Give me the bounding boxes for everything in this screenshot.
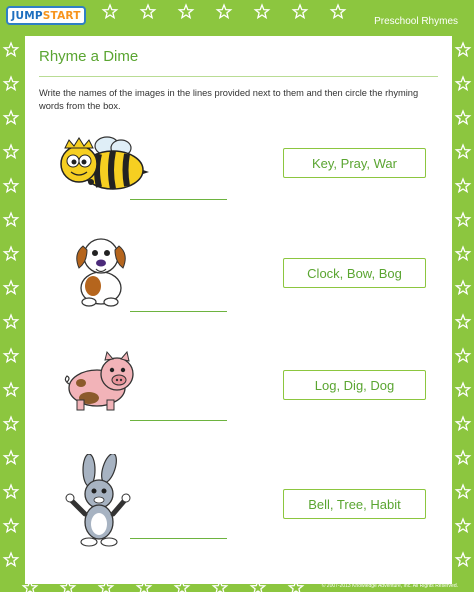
star-decoration [456, 349, 469, 362]
worksheet-sheet [25, 36, 452, 584]
star-decoration [331, 5, 344, 18]
word-box-4[interactable]: Bell, Tree, Habit [283, 489, 426, 519]
instructions-text: Write the names of the images in the lines provided next to them and then circle the rhyming words from the box. [39, 88, 419, 111]
star-decoration [4, 519, 17, 532]
star-decoration [456, 315, 469, 328]
star-decoration [4, 247, 17, 260]
star-decoration [456, 145, 469, 158]
star-decoration [4, 417, 17, 430]
category-label: Preschool Rhymes [374, 16, 458, 27]
star-decoration [456, 519, 469, 532]
title-divider [39, 76, 438, 77]
star-decoration [255, 5, 268, 18]
star-decoration [456, 179, 469, 192]
page-title: Rhyme a Dime [39, 48, 139, 65]
word-box-2[interactable]: Clock, Bow, Bog [283, 258, 426, 288]
star-decoration [103, 5, 116, 18]
star-decoration [456, 553, 469, 566]
star-decoration [456, 451, 469, 464]
star-decoration [4, 145, 17, 158]
logo-text-jump: JUMP [11, 9, 43, 22]
answer-line-1[interactable] [130, 199, 227, 200]
jumpstart-logo [6, 6, 86, 25]
star-decoration [4, 315, 17, 328]
star-decoration [456, 247, 469, 260]
star-decoration [456, 383, 469, 396]
star-decoration [456, 77, 469, 90]
star-decoration [4, 281, 17, 294]
word-box-1[interactable]: Key, Pray, War [283, 148, 426, 178]
star-decoration [456, 417, 469, 430]
star-decoration [456, 111, 469, 124]
star-decoration [4, 451, 17, 464]
star-decoration [456, 281, 469, 294]
star-decoration [456, 485, 469, 498]
dog-icon [65, 232, 135, 308]
pig-icon [59, 350, 139, 412]
star-decoration [4, 179, 17, 192]
copyright-text: © 2007-2013 Knowledge Adventure, Inc. All Rights Reserved. [321, 583, 458, 589]
star-decoration [217, 5, 230, 18]
word-box-3[interactable]: Log, Dig, Dog [283, 370, 426, 400]
answer-line-2[interactable] [130, 311, 227, 312]
bee-icon [49, 132, 149, 196]
answer-line-4[interactable] [130, 538, 227, 539]
logo-text-start: START [42, 9, 81, 22]
star-decoration [4, 213, 17, 226]
star-decoration [456, 43, 469, 56]
bunny-icon [63, 454, 133, 550]
star-decoration [456, 213, 469, 226]
star-decoration [4, 349, 17, 362]
star-decoration [4, 553, 17, 566]
star-decoration [4, 77, 17, 90]
star-decoration [4, 485, 17, 498]
answer-line-3[interactable] [130, 420, 227, 421]
star-decoration [4, 111, 17, 124]
star-decoration [179, 5, 192, 18]
star-decoration [4, 43, 17, 56]
star-decoration [293, 5, 306, 18]
star-decoration [4, 383, 17, 396]
star-decoration [141, 5, 154, 18]
